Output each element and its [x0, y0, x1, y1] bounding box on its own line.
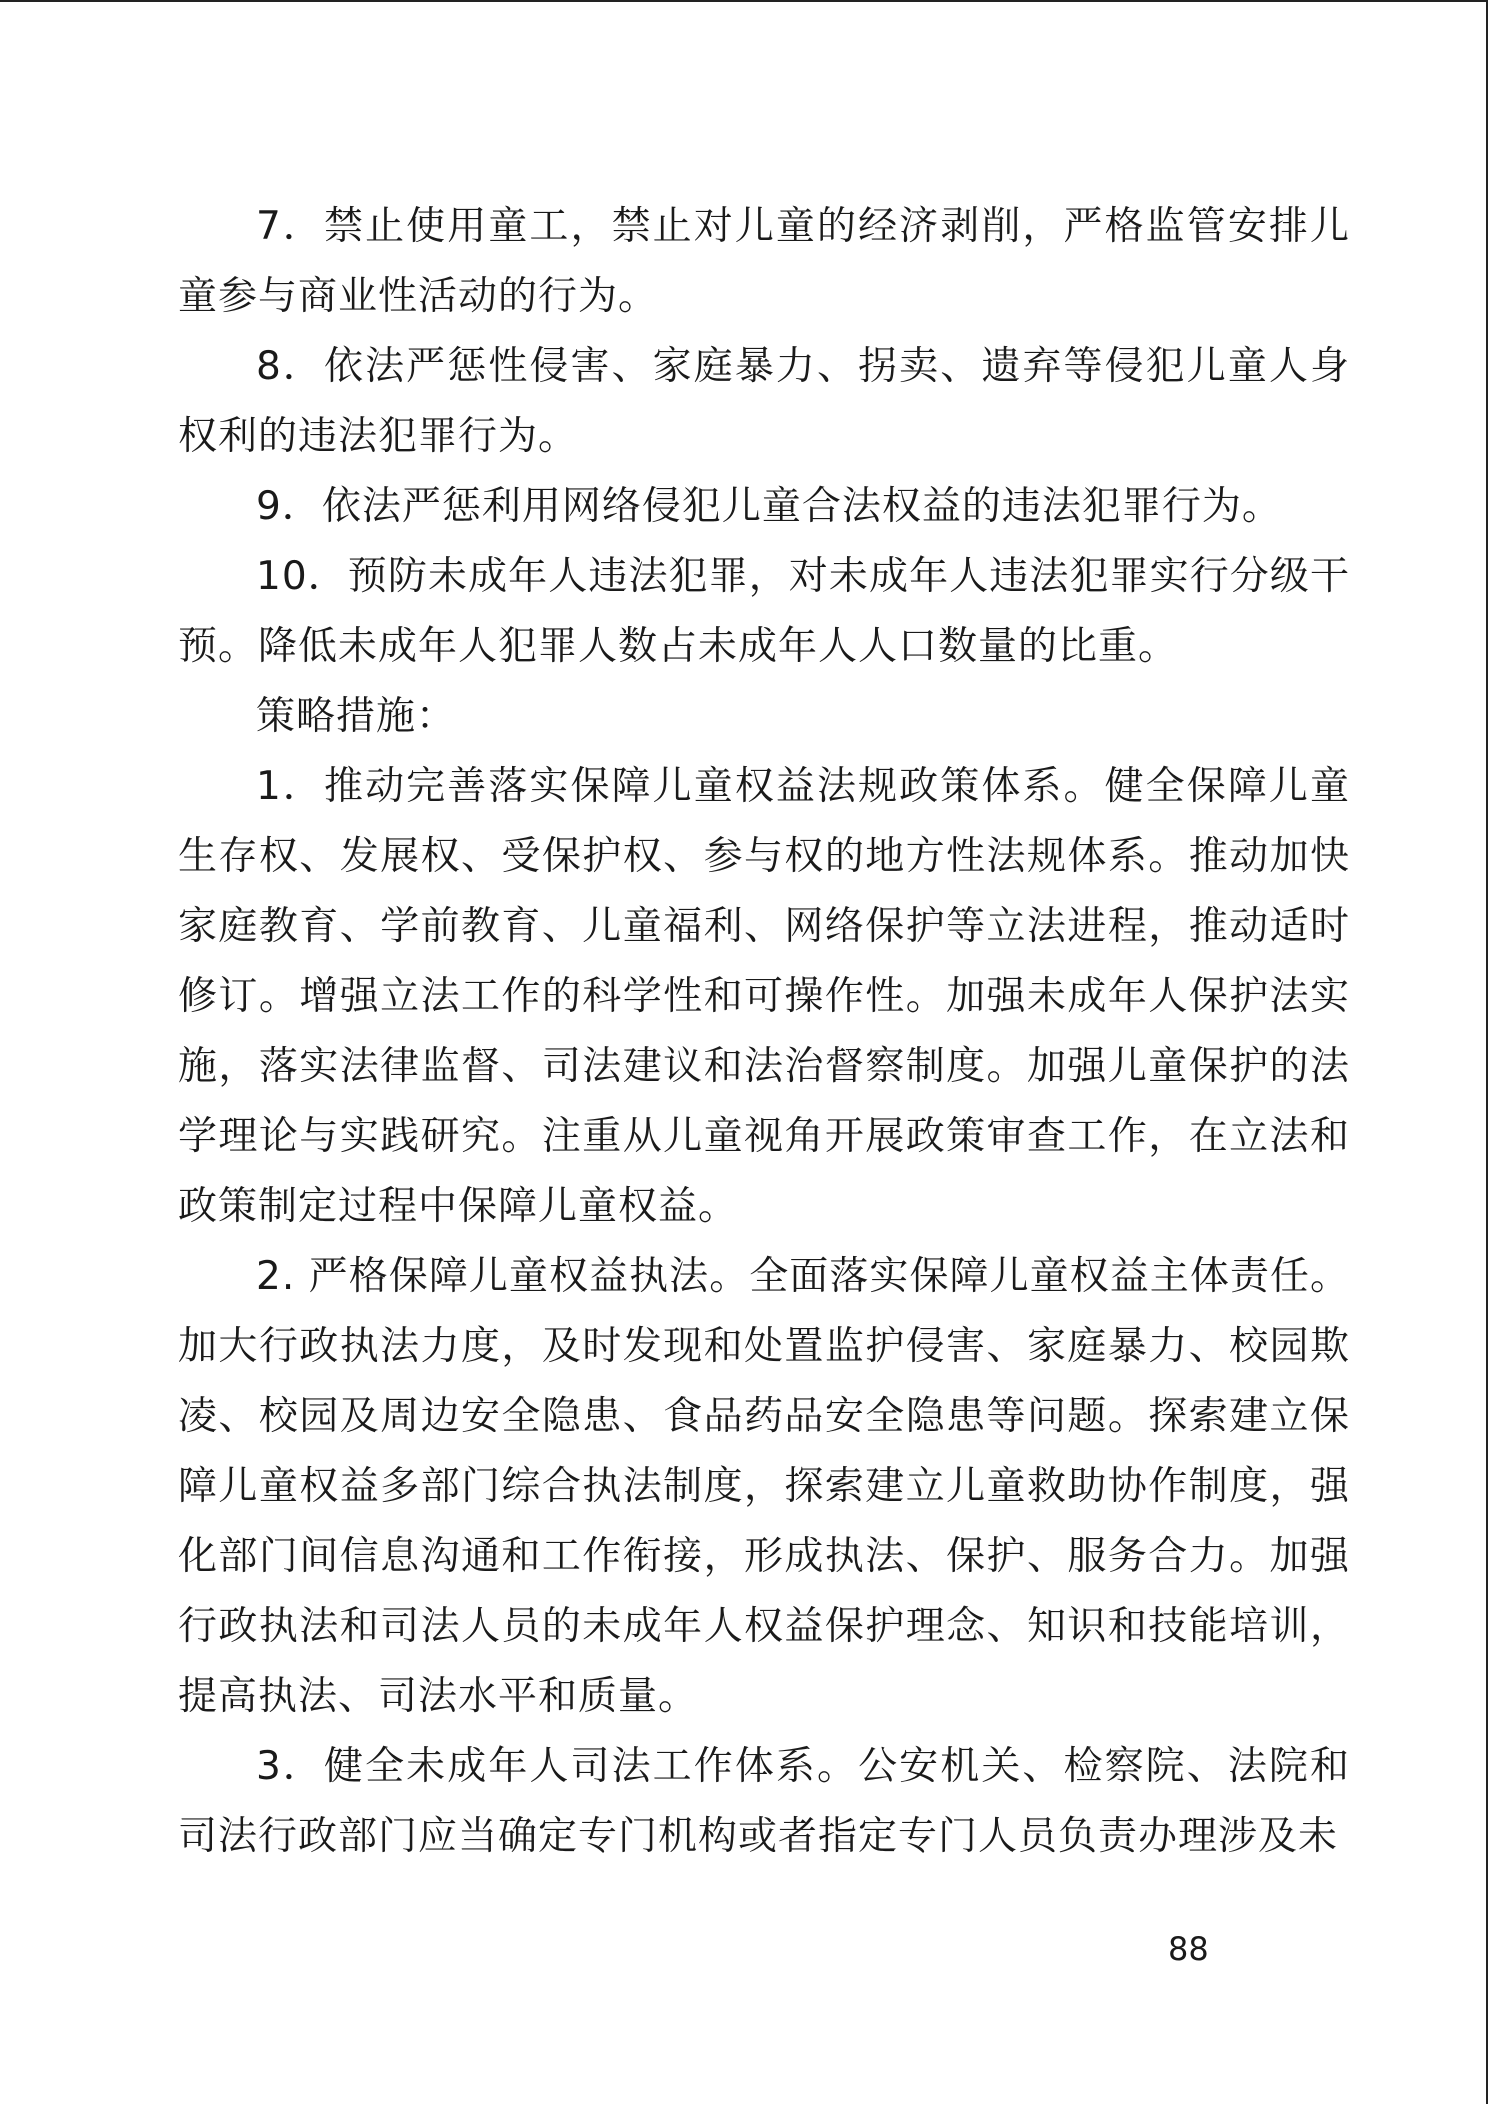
paragraph-item-9: 9．依法严惩利用网络侵犯儿童合法权益的违法犯罪行为。 — [256, 484, 1282, 529]
strategy-item-2: 2. 严格保障儿童权益执法。全面落实保障儿童权益主体责任。加大行政执法力度，及时发现和处置监护侵害、家庭暴力、校园欺凌、校园及周边安全隐患、食品药品安全隐患等问题。探索建立保障儿童权益多部门综合执法制度，探索建立儿童救助协作制度，强化部门间信息沟通和工作衔接，形成执法、保护、服务合力。加强行政执法和司法人员的未成年人权益保护理念、知识和技能培训，提高执法、司法水平和质量。 — [178, 1254, 1350, 1719]
paragraph-item-10: 10．预防未成年人违法犯罪，对未成年人违法犯罪实行分级干预。降低未成年人犯罪人数占未成年人人口数量的比重。 — [178, 554, 1350, 669]
page-number: 88 — [1168, 1930, 1209, 1968]
body-text — [178, 192, 1350, 1872]
paragraph-item-7: 7．禁止使用童工，禁止对儿童的经济剥削，严格监管安排儿童参与商业性活动的行为。 — [178, 204, 1350, 319]
paragraph-item-8: 8．依法严惩性侵害、家庭暴力、拐卖、遗弃等侵犯儿童人身权利的违法犯罪行为。 — [178, 344, 1350, 459]
strategy-heading: 策略措施： — [256, 694, 457, 739]
strategy-item-1: 1．推动完善落实保障儿童权益法规政策体系。健全保障儿童生存权、发展权、受保护权、参与权的地方性法规体系。推动加快家庭教育、学前教育、儿童福利、网络保护等立法进程，推动适时修订。增强立法工作的科学性和可操作性。加强未成年人保护法实施，落实法律监督、司法建议和法治督察制度。加强儿童保护的法学理论与实践研究。注重从儿童视角开展政策审查工作，在立法和政策制定过程中保障儿童权益。 — [178, 764, 1350, 1229]
strategy-item-3: 3．健全未成年人司法工作体系。公安机关、检察院、法院和司法行政部门应当确定专门机构或者指定专门人员负责办理涉及未 — [178, 1744, 1350, 1859]
